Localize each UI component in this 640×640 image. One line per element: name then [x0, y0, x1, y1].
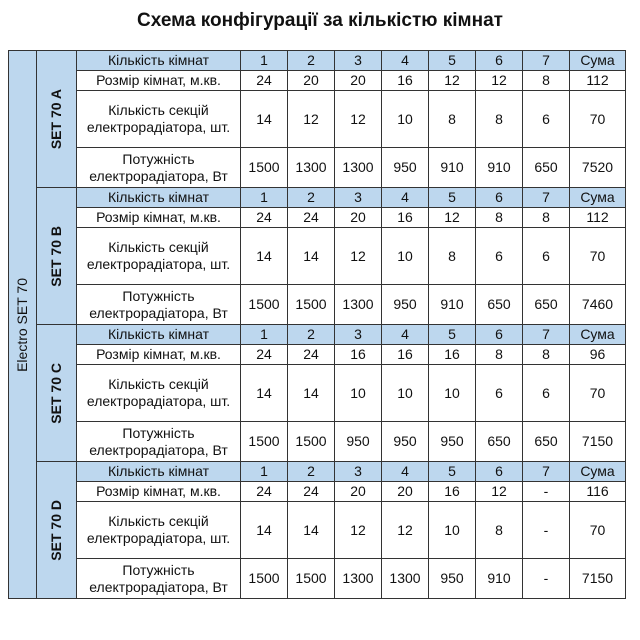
header-col-4: 4 [382, 188, 429, 208]
row-label: Потужність електрорадіатора, Вт [77, 422, 241, 462]
sum-cell: 116 [570, 482, 626, 502]
sections-row [9, 502, 626, 559]
row-label: Кількість секцій електрорадіатора, шт. [77, 228, 241, 285]
value-cell: 14 [241, 228, 288, 285]
header-col-5: 5 [429, 325, 476, 345]
value-cell: 8 [476, 91, 523, 148]
sum-cell: 112 [570, 71, 626, 91]
value-cell: 24 [288, 208, 335, 228]
value-cell: 950 [382, 148, 429, 188]
header-sum: Сума [570, 188, 626, 208]
value-cell: 8 [523, 345, 570, 365]
header-label: Кількість кімнат [77, 325, 241, 345]
series-label-cell [9, 51, 37, 599]
value-cell: 20 [335, 482, 382, 502]
value-cell: 24 [241, 482, 288, 502]
series-label: Electro SET 70 [14, 277, 30, 372]
value-cell: 1500 [241, 559, 288, 599]
power-row [9, 148, 626, 188]
value-cell: 650 [476, 285, 523, 325]
value-cell: 10 [382, 91, 429, 148]
header-label: Кількість кімнат [77, 188, 241, 208]
value-cell: 12 [335, 228, 382, 285]
value-cell: 1500 [241, 148, 288, 188]
value-cell: 950 [382, 285, 429, 325]
value-cell: 6 [523, 365, 570, 422]
value-cell: 1500 [288, 422, 335, 462]
value-cell: - [523, 559, 570, 599]
value-cell: 16 [335, 345, 382, 365]
value-cell: 10 [335, 365, 382, 422]
group-label-cell-set-70-a [37, 51, 77, 188]
group-label: SET 70 C [48, 362, 64, 424]
header-sum: Сума [570, 462, 626, 482]
value-cell: 16 [382, 71, 429, 91]
header-label: Кількість кімнат [77, 462, 241, 482]
value-cell: 8 [429, 228, 476, 285]
row-label: Розмір кімнат, м.кв. [77, 71, 241, 91]
value-cell: 12 [429, 208, 476, 228]
value-cell: 950 [382, 422, 429, 462]
value-cell: 24 [241, 71, 288, 91]
value-cell: 950 [429, 422, 476, 462]
value-cell: 20 [335, 71, 382, 91]
value-cell: 1500 [241, 422, 288, 462]
power-row [9, 422, 626, 462]
value-cell: 8 [476, 345, 523, 365]
row-label: Потужність електрорадіатора, Вт [77, 148, 241, 188]
group-label-cell-set-70-d [37, 462, 77, 599]
value-cell: 12 [288, 91, 335, 148]
header-col-2: 2 [288, 51, 335, 71]
header-sum: Сума [570, 51, 626, 71]
header-col-2: 2 [288, 462, 335, 482]
sections-row [9, 228, 626, 285]
header-col-7: 7 [523, 51, 570, 71]
header-col-3: 3 [335, 325, 382, 345]
sections-row [9, 365, 626, 422]
header-col-6: 6 [476, 51, 523, 71]
value-cell: 1500 [241, 285, 288, 325]
value-cell: 14 [241, 502, 288, 559]
sections-row [9, 91, 626, 148]
value-cell: 12 [429, 71, 476, 91]
header-col-7: 7 [523, 325, 570, 345]
value-cell: 650 [523, 285, 570, 325]
sum-cell: 7150 [570, 559, 626, 599]
value-cell: 8 [476, 502, 523, 559]
value-cell: 8 [476, 208, 523, 228]
value-cell: 24 [241, 345, 288, 365]
row-label: Кількість секцій електрорадіатора, шт. [77, 365, 241, 422]
value-cell: 650 [476, 422, 523, 462]
value-cell: - [523, 482, 570, 502]
value-cell: 1500 [288, 559, 335, 599]
value-cell: 950 [335, 422, 382, 462]
header-col-5: 5 [429, 51, 476, 71]
header-col-7: 7 [523, 188, 570, 208]
power-row [9, 285, 626, 325]
sum-cell: 70 [570, 228, 626, 285]
value-cell: 1300 [288, 148, 335, 188]
value-cell: 8 [429, 91, 476, 148]
sum-cell: 70 [570, 502, 626, 559]
value-cell: 10 [429, 502, 476, 559]
value-cell: 16 [382, 208, 429, 228]
value-cell: 6 [523, 91, 570, 148]
row-label: Потужність електрорадіатора, Вт [77, 559, 241, 599]
header-col-1: 1 [241, 462, 288, 482]
header-col-1: 1 [241, 51, 288, 71]
table-header-row [9, 462, 626, 482]
header-col-4: 4 [382, 325, 429, 345]
configuration-table [8, 50, 626, 599]
value-cell: 10 [382, 228, 429, 285]
value-cell: 650 [523, 148, 570, 188]
sum-cell: 96 [570, 345, 626, 365]
header-sum: Сума [570, 325, 626, 345]
value-cell: 14 [241, 91, 288, 148]
group-label-cell-set-70-b [37, 188, 77, 325]
sum-cell: 7150 [570, 422, 626, 462]
value-cell: 12 [476, 71, 523, 91]
value-cell: - [523, 502, 570, 559]
value-cell: 12 [335, 502, 382, 559]
header-col-1: 1 [241, 188, 288, 208]
header-col-6: 6 [476, 462, 523, 482]
value-cell: 14 [241, 365, 288, 422]
value-cell: 1300 [335, 148, 382, 188]
sum-cell: 70 [570, 365, 626, 422]
row-label: Розмір кімнат, м.кв. [77, 208, 241, 228]
header-col-3: 3 [335, 188, 382, 208]
row-label: Кількість секцій електрорадіатора, шт. [77, 502, 241, 559]
value-cell: 20 [288, 71, 335, 91]
power-row [9, 559, 626, 599]
value-cell: 6 [523, 228, 570, 285]
value-cell: 12 [476, 482, 523, 502]
value-cell: 1500 [288, 285, 335, 325]
header-col-7: 7 [523, 462, 570, 482]
value-cell: 8 [523, 208, 570, 228]
value-cell: 8 [523, 71, 570, 91]
header-col-3: 3 [335, 51, 382, 71]
value-cell: 24 [288, 345, 335, 365]
header-col-5: 5 [429, 462, 476, 482]
group-label: SET 70 A [48, 88, 64, 150]
table-header-row [9, 188, 626, 208]
header-col-1: 1 [241, 325, 288, 345]
room-size-row [9, 482, 626, 502]
value-cell: 12 [335, 91, 382, 148]
row-label: Кількість секцій електрорадіатора, шт. [77, 91, 241, 148]
header-label: Кількість кімнат [77, 51, 241, 71]
value-cell: 14 [288, 228, 335, 285]
value-cell: 910 [429, 285, 476, 325]
group-label: SET 70 D [48, 499, 64, 561]
room-size-row [9, 345, 626, 365]
value-cell: 1300 [335, 285, 382, 325]
value-cell: 650 [523, 422, 570, 462]
value-cell: 14 [288, 365, 335, 422]
sum-cell: 112 [570, 208, 626, 228]
row-label: Розмір кімнат, м.кв. [77, 345, 241, 365]
value-cell: 16 [382, 345, 429, 365]
value-cell: 14 [288, 502, 335, 559]
room-size-row [9, 208, 626, 228]
header-col-4: 4 [382, 462, 429, 482]
value-cell: 24 [241, 208, 288, 228]
value-cell: 910 [429, 148, 476, 188]
group-label: SET 70 B [48, 225, 64, 287]
value-cell: 16 [429, 345, 476, 365]
room-size-row [9, 71, 626, 91]
header-col-6: 6 [476, 188, 523, 208]
header-col-4: 4 [382, 51, 429, 71]
group-label-cell-set-70-c [37, 325, 77, 462]
value-cell: 20 [382, 482, 429, 502]
page-title: Схема конфігурації за кількістю кімнат [137, 10, 503, 31]
row-label: Розмір кімнат, м.кв. [77, 482, 241, 502]
value-cell: 10 [429, 365, 476, 422]
header-col-2: 2 [288, 188, 335, 208]
value-cell: 6 [476, 228, 523, 285]
table-header-row [9, 325, 626, 345]
header-col-5: 5 [429, 188, 476, 208]
header-col-6: 6 [476, 325, 523, 345]
sum-cell: 70 [570, 91, 626, 148]
header-col-2: 2 [288, 325, 335, 345]
value-cell: 12 [382, 502, 429, 559]
sum-cell: 7520 [570, 148, 626, 188]
value-cell: 950 [429, 559, 476, 599]
value-cell: 910 [476, 148, 523, 188]
value-cell: 20 [335, 208, 382, 228]
value-cell: 10 [382, 365, 429, 422]
table-body [9, 51, 626, 599]
row-label: Потужність електрорадіатора, Вт [77, 285, 241, 325]
header-col-3: 3 [335, 462, 382, 482]
table-header-row [9, 51, 626, 71]
value-cell: 1300 [382, 559, 429, 599]
sum-cell: 7460 [570, 285, 626, 325]
value-cell: 16 [429, 482, 476, 502]
value-cell: 6 [476, 365, 523, 422]
value-cell: 24 [288, 482, 335, 502]
value-cell: 1300 [335, 559, 382, 599]
value-cell: 910 [476, 559, 523, 599]
